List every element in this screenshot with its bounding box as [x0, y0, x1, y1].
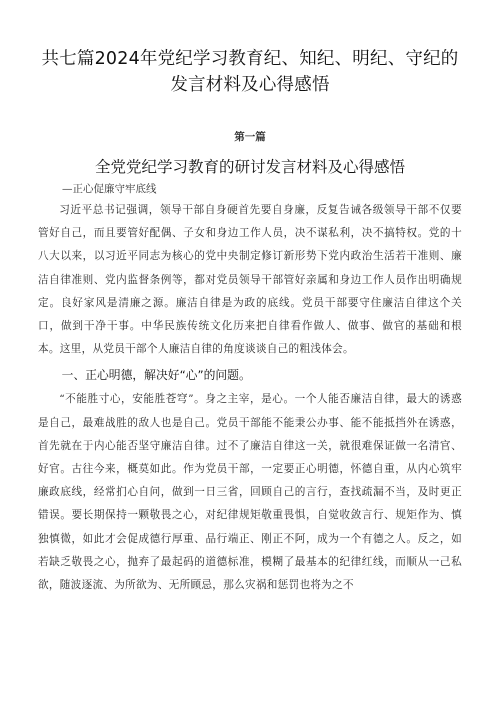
body-paragraph-2: “不能胜寸心，安能胜苍穹”。身之主宰，是心。一个人能否廉洁自律，最大的诱惑是自己，最难战胜的敌人也是自己。党员干部能不能秉公办事、能不能抵挡外在诱惑，首先就在于内心能否坚守廉洁自律。过不了廉洁自律这一关，就很难保证做一名清官、好官。古往今来，概莫如此。作为党员干部，一定要正心明德，怀德自重，从内心筑牢廉政底线，经常扪心自问，做到一日三省，回顾自己的言行，查找疏漏不当，及时更正错误。要长期保持一颗敬畏之心，对纪律规矩敬重畏惧，自觉收敛言行、规矩作为、慎独慎微，如此才会促成德行厚重、品行端正、刚正不阿，成为一个有德之人。反之，如若缺乏敬畏之心，抛弃了最起码的道德标准，模糊了最基本的纪律红线，而顺从一己私欲，随波逐流、为所欲为、无所顾忌，那么灾祸和惩罚也将为之不: [38, 393, 462, 592]
document-title: [38, 46, 462, 98]
document-title-line-1: 共七篇2024年党纪学习教育纪、知纪、明纪、守纪的: [41, 49, 459, 69]
section-subtitle: —正心促廉守牢底线: [62, 183, 157, 195]
body-paragraph-1: 习近平总书记强调，领导干部自身硬首先要自身廉，反复告诫各级领导干部不仅要管好自己，而且要管好配偶、子女和身边工作人员，决不谋私利，决不搞特权。党的十八大以来，以习近平同志为核心的党中央制定修订新形势下党内政治生活若干准则、廉洁自律准则、党内监督条例等，都对党员领导干部管好亲属和身边工作人员作出明确规定。良好家风是清廉之源。廉洁自律是为政的底线。党员干部要守住廉洁自律这个关口，做到干净干事。中华民族传统文化历来把自律看作做人、做事、做官的基础和根本。这里，从党员干部个人廉洁自律的角度谈谈自己的粗浅体会。: [38, 204, 462, 356]
section-title: 全党党纪学习教育的研讨发言材料及心得感悟: [94, 158, 405, 176]
document-title-line-2: 发言材料及心得感悟: [170, 75, 330, 95]
section-heading-1: 一、正心明德，解决好“心”的问题。: [61, 368, 251, 383]
part-label: 第一篇: [234, 131, 266, 143]
